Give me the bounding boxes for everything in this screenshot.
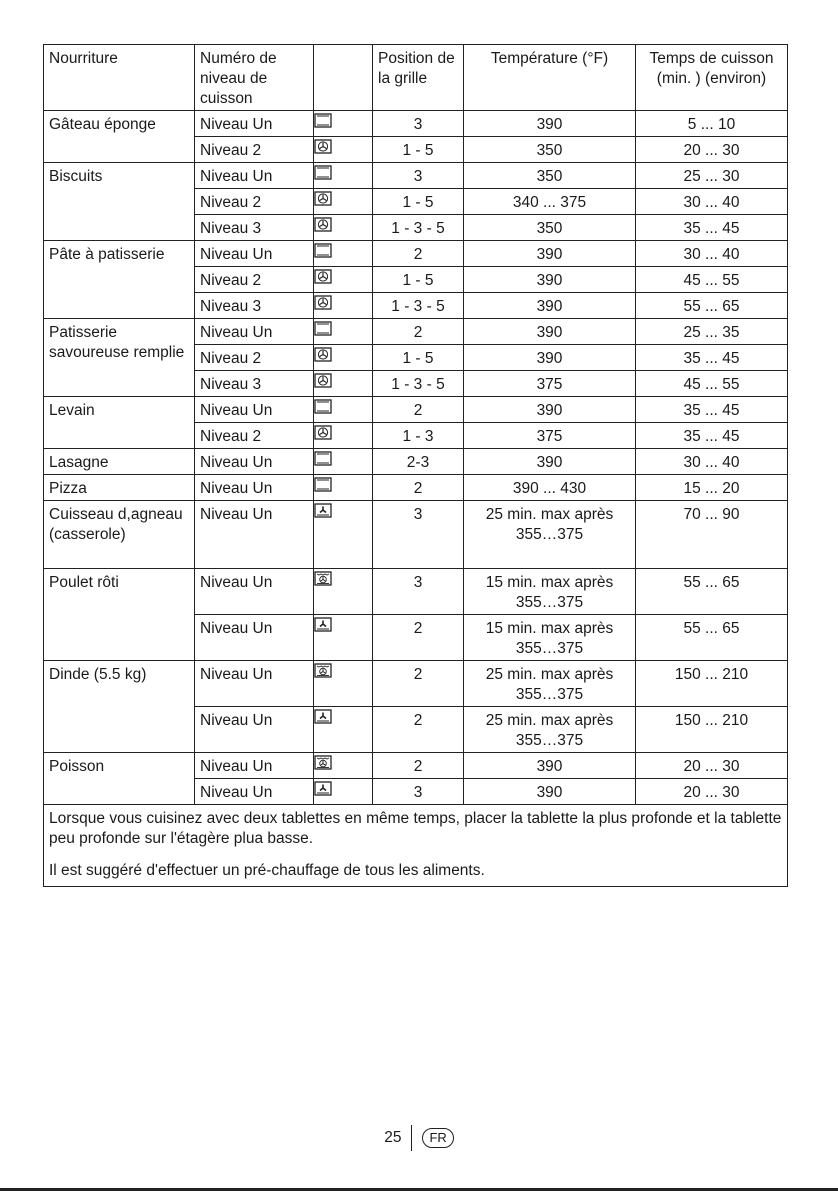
- temperature: 390: [464, 345, 636, 371]
- temperature: 390: [464, 397, 636, 423]
- food-name: Pâte à patisserie: [44, 241, 195, 319]
- fan-oven-icon: [314, 375, 332, 392]
- temperature: 390: [464, 111, 636, 137]
- cooking-time: 30 ... 40: [636, 241, 788, 267]
- fan-oven-icon: [314, 349, 332, 366]
- rack-position: 2: [373, 397, 464, 423]
- food-name: Gâteau éponge: [44, 111, 195, 163]
- cooking-time: 25 ... 30: [636, 163, 788, 189]
- table-row: [44, 569, 788, 615]
- language-badge: FR: [422, 1128, 453, 1148]
- oven-function-cell: [314, 371, 373, 397]
- cooking-level: Niveau Un: [195, 779, 314, 805]
- page-number: 25: [384, 1129, 402, 1146]
- temperature: 390: [464, 319, 636, 345]
- fan-bottom-heat-icon: [314, 619, 332, 636]
- food-name: Cuisseau d,agneau (casserole): [44, 501, 195, 569]
- temperature: 340 ... 375: [464, 189, 636, 215]
- oven-function-cell: [314, 319, 373, 345]
- temperature: 390: [464, 241, 636, 267]
- rack-position: 1 - 5: [373, 267, 464, 293]
- temperature: 25 min. max après 355…375: [464, 707, 636, 753]
- fan-oven-icon: [314, 271, 332, 288]
- oven-function-cell: [314, 293, 373, 319]
- temperature: 390: [464, 449, 636, 475]
- table-row: [44, 111, 788, 137]
- cooking-level: Niveau Un: [195, 501, 314, 569]
- temperature: 390: [464, 779, 636, 805]
- temperature: 25 min. max après 355…375: [464, 661, 636, 707]
- cooking-time: 35 ... 45: [636, 423, 788, 449]
- rack-position: 1 - 3 - 5: [373, 371, 464, 397]
- cooking-level: Niveau Un: [195, 615, 314, 661]
- food-name: Lasagne: [44, 449, 195, 475]
- static-oven-icon: [314, 401, 332, 418]
- temperature: 390: [464, 753, 636, 779]
- cooking-level: Niveau Un: [195, 475, 314, 501]
- cooking-level: Niveau 3: [195, 371, 314, 397]
- temperature: 350: [464, 215, 636, 241]
- cooking-time: 30 ... 40: [636, 449, 788, 475]
- rack-position: 2: [373, 707, 464, 753]
- note-preheat: Il est suggéré d'effectuer un pré-chauffage de tous les aliments.: [49, 862, 485, 879]
- cooking-level: Niveau Un: [195, 569, 314, 615]
- footer-divider: [411, 1125, 412, 1151]
- cooking-time: 150 ... 210: [636, 661, 788, 707]
- fan-bottom-heat-icon: [314, 711, 332, 728]
- cooking-time: 150 ... 210: [636, 707, 788, 753]
- food-name: Biscuits: [44, 163, 195, 241]
- oven-function-cell: [314, 423, 373, 449]
- oven-function-cell: [314, 753, 373, 779]
- cooking-level: Niveau Un: [195, 753, 314, 779]
- cooking-level: Niveau Un: [195, 397, 314, 423]
- header-position: Position de la grille: [373, 45, 464, 111]
- cooking-level: Niveau Un: [195, 661, 314, 707]
- fan-bottom-heat-icon: [314, 783, 332, 800]
- static-oven-icon: [314, 479, 332, 496]
- page-footer: [0, 1125, 838, 1151]
- oven-function-cell: [314, 779, 373, 805]
- fan-oven-icon: [314, 193, 332, 210]
- cooking-time: 20 ... 30: [636, 779, 788, 805]
- rack-position: 1 - 3: [373, 423, 464, 449]
- temperature: 375: [464, 371, 636, 397]
- fan-oven-icon: [314, 297, 332, 314]
- cooking-level: Niveau 2: [195, 267, 314, 293]
- table-row: [44, 241, 788, 267]
- oven-function-cell: [314, 163, 373, 189]
- temperature: 390: [464, 267, 636, 293]
- cooking-level: Niveau 2: [195, 189, 314, 215]
- fan-oven-icon: [314, 427, 332, 444]
- temperature: 25 min. max après 355…375: [464, 501, 636, 569]
- header-food: Nourriture: [44, 45, 195, 111]
- static-oven-icon: [314, 323, 332, 340]
- rack-position: 2: [373, 241, 464, 267]
- cooking-level: Niveau Un: [195, 449, 314, 475]
- food-name: Pizza: [44, 475, 195, 501]
- header-temperature: Température (°F): [464, 45, 636, 111]
- oven-function-cell: [314, 569, 373, 615]
- rack-position: 3: [373, 779, 464, 805]
- cooking-level: Niveau Un: [195, 707, 314, 753]
- cooking-time: 35 ... 45: [636, 215, 788, 241]
- header-level: Numéro de niveau de cuisson: [195, 45, 314, 111]
- food-name: Patisserie savoureuse remplie: [44, 319, 195, 397]
- static-oven-icon: [314, 453, 332, 470]
- oven-function-cell: [314, 615, 373, 661]
- cooking-time: 55 ... 65: [636, 569, 788, 615]
- rack-position: 3: [373, 569, 464, 615]
- fan-oven-icon: [314, 141, 332, 158]
- table-row: [44, 319, 788, 345]
- oven-function-cell: [314, 449, 373, 475]
- cooking-time: 15 ... 20: [636, 475, 788, 501]
- header-function: [314, 45, 373, 111]
- static-oven-icon: [314, 115, 332, 132]
- food-name: Dinde (5.5 kg): [44, 661, 195, 753]
- temperature: 15 min. max après 355…375: [464, 615, 636, 661]
- fan-oven-icon: [314, 219, 332, 236]
- temperature: 350: [464, 163, 636, 189]
- cooking-level: Niveau 2: [195, 137, 314, 163]
- cooking-time: 20 ... 30: [636, 753, 788, 779]
- rack-position: 1 - 5: [373, 137, 464, 163]
- table-row: [44, 661, 788, 707]
- cooking-time: 35 ... 45: [636, 397, 788, 423]
- cooking-time: 55 ... 65: [636, 293, 788, 319]
- cooking-time: 45 ... 55: [636, 267, 788, 293]
- rack-position: 2: [373, 475, 464, 501]
- cooking-time: 55 ... 65: [636, 615, 788, 661]
- grill-fan-icon: [314, 573, 332, 590]
- rack-position: 2: [373, 753, 464, 779]
- table-body: [44, 111, 788, 805]
- temperature: 375: [464, 423, 636, 449]
- cooking-time: 25 ... 35: [636, 319, 788, 345]
- oven-function-cell: [314, 501, 373, 569]
- rack-position: 3: [373, 501, 464, 569]
- oven-function-cell: [314, 397, 373, 423]
- rack-position: 2: [373, 615, 464, 661]
- grill-fan-icon: [314, 665, 332, 682]
- oven-function-cell: [314, 241, 373, 267]
- oven-function-cell: [314, 707, 373, 753]
- rack-position: 3: [373, 111, 464, 137]
- cooking-time: 45 ... 55: [636, 371, 788, 397]
- cooking-level: Niveau Un: [195, 163, 314, 189]
- static-oven-icon: [314, 245, 332, 262]
- rack-position: 1 - 3 - 5: [373, 293, 464, 319]
- rack-position: 1 - 3 - 5: [373, 215, 464, 241]
- rack-position: 3: [373, 163, 464, 189]
- food-name: Levain: [44, 397, 195, 449]
- cooking-time: 5 ... 10: [636, 111, 788, 137]
- cooking-table: [43, 44, 788, 887]
- rack-position: 1 - 5: [373, 345, 464, 371]
- food-name: Poisson: [44, 753, 195, 805]
- oven-function-cell: [314, 215, 373, 241]
- cooking-time: 30 ... 40: [636, 189, 788, 215]
- static-oven-icon: [314, 167, 332, 184]
- rack-position: 2-3: [373, 449, 464, 475]
- fan-bottom-heat-icon: [314, 505, 332, 522]
- cooking-level: Niveau Un: [195, 319, 314, 345]
- cooking-level: Niveau 2: [195, 423, 314, 449]
- rack-position: 2: [373, 319, 464, 345]
- cooking-level: Niveau 3: [195, 293, 314, 319]
- table-row: [44, 475, 788, 501]
- temperature: 15 min. max après 355…375: [464, 569, 636, 615]
- header-time: Temps de cuisson (min. ) (environ): [636, 45, 788, 111]
- table-row: [44, 449, 788, 475]
- temperature: 350: [464, 137, 636, 163]
- cooking-level: Niveau 3: [195, 215, 314, 241]
- oven-function-cell: [314, 137, 373, 163]
- note-two-trays: Lorsque vous cuisinez avec deux tablettes en même temps, placer la tablette la plus profonde et la tablette peu profonde sur l'étagère plua basse.: [49, 810, 782, 847]
- table-row: [44, 753, 788, 779]
- rack-position: 2: [373, 661, 464, 707]
- oven-function-cell: [314, 661, 373, 707]
- food-name: Poulet rôti: [44, 569, 195, 661]
- cooking-time: 35 ... 45: [636, 345, 788, 371]
- cooking-level: Niveau Un: [195, 241, 314, 267]
- cooking-time: 20 ... 30: [636, 137, 788, 163]
- notes-cell: [44, 805, 788, 887]
- rack-position: 1 - 5: [373, 189, 464, 215]
- table-row: [44, 501, 788, 569]
- temperature: 390: [464, 293, 636, 319]
- cooking-level: Niveau Un: [195, 111, 314, 137]
- table-row: [44, 397, 788, 423]
- cooking-time: 70 ... 90: [636, 501, 788, 569]
- temperature: 390 ... 430: [464, 475, 636, 501]
- oven-function-cell: [314, 475, 373, 501]
- cooking-level: Niveau 2: [195, 345, 314, 371]
- table-row: [44, 163, 788, 189]
- grill-fan-icon: [314, 757, 332, 774]
- oven-function-cell: [314, 111, 373, 137]
- oven-function-cell: [314, 189, 373, 215]
- oven-function-cell: [314, 345, 373, 371]
- oven-function-cell: [314, 267, 373, 293]
